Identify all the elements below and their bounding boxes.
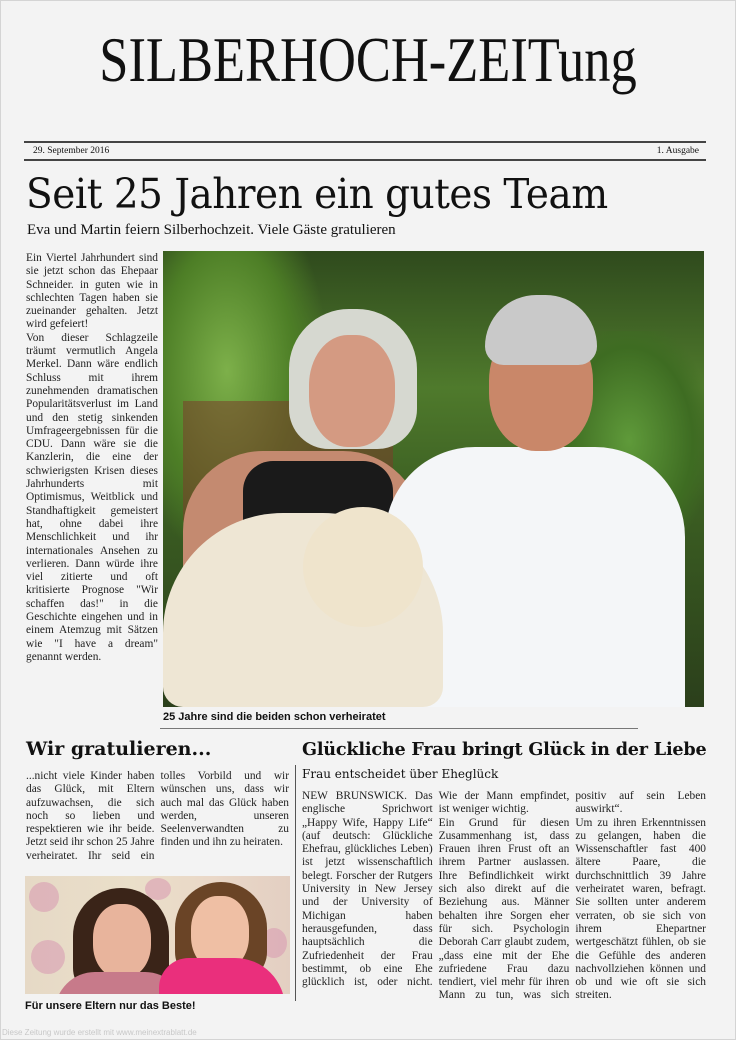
happy-wife-paragraph: Um zu ihren Erkenntnissen zu gelangen, haben die Wissenschaftler fast 400 ältere Paare, die durchschnittlich 39 Jahre verheiratet waren, befragt. Sie sollten unter anderem verraten, ob sie sich von ihrem Ehepartner wertgeschätzt fühlen, ob sie die Gefühle des anderen nachvollziehen können und ob und wie oft sie sich streiten. <box>575 816 706 1002</box>
happy-wife-paragraph: Ein Grund für diesen Zusammenhang ist, dass Frauen ihren Frust oft an ihrem Partner auslassen. Ihre Befindlichkeit wirkt sich also direkt auf die Beziehung aus. Männer behalten ihre Sorgen eher für sich. Psychologin Deborah Carr glaubt zudem, „dass eine mit der Ehe zufriedene Frau dazu tendiert, viel mehr für ihren Mann zu tun, was sich positiv auf sein Leben auswirkt“. <box>438 790 706 1002</box>
wallpaper-flower <box>29 882 59 912</box>
happy-wife-title: Glückliche Frau bringt Glück in der Liebe <box>302 739 707 760</box>
masthead-title: SILBERHOCH-ZEITung <box>99 24 637 95</box>
lead-article-body <box>26 252 158 664</box>
congrats-text: ...nicht viele Kinder haben das Glück, mit Eltern aufzuwachsen, die sich noch so lieben und respektieren wie ihr beide. Jetzt seid ihr schon 25 Jahre verheiratet. Ihr seid ein tolles Vorbild und wir wünschen uns, dass wir auch mal das Glück haben werden, unseren Seelenverwandten zu finden und ihn zu heiraten. <box>26 770 289 862</box>
lead-paragraph: Ein Viertel Jahrhundert sind sie jetzt schon das Ehepaar Schneider. in guten wie in schlechten Tagen haben sie zueinander gehalten. Jetzt wird gefeiert! <box>26 252 158 331</box>
congrats-title: Wir gratulieren... <box>26 738 212 760</box>
section-divider <box>160 728 638 729</box>
daughters-photo-caption: Für unsere Eltern nur das Beste! <box>25 1000 196 1012</box>
wallpaper-flower <box>31 940 65 974</box>
column-divider <box>295 765 296 1001</box>
couple-photo <box>163 251 704 707</box>
man-hair <box>485 295 597 365</box>
issue-date: 29. September 2016 <box>33 146 110 156</box>
footer-credit: Diese Zeitung wurde erstellt mit www.meinextrablatt.de <box>2 1028 197 1037</box>
woman-face <box>309 335 395 447</box>
lead-subheadline: Eva und Martin feiern Silberhochzeit. Viele Gäste gratulieren <box>27 222 396 238</box>
issue-number: 1. Ausgabe <box>656 146 699 156</box>
woman-right-pink-dress <box>159 958 285 994</box>
dateline-bar <box>24 141 706 161</box>
happy-wife-subtitle: Frau entscheidet über Eheglück <box>302 767 499 781</box>
dog-head <box>303 507 423 627</box>
couple-photo-caption: 25 Jahre sind die beiden schon verheiratet <box>163 711 386 723</box>
congrats-body <box>26 770 289 863</box>
woman-left-face <box>93 904 151 978</box>
lead-headline: Seit 25 Jahren ein gutes Team <box>26 170 608 218</box>
lead-paragraph: Von dieser Schlagzeile träumt vermutlich Angela Merkel. Dann wäre endlich Schluss mit ihrem zunehmenden dramatischen Popularitätsverlust im Land und den stetig sinkenden Umfrageergebnissen für die CDU. Dann wäre sie die Kanzlerin, die eine der schwierigsten Krisen dieses Jahrhunderts mit Optimismus, Weitblick und Standhaftigkeit gemeistert hat, ohne dabei ihre Menschlichkeit und ihr internationales Ansehen zu verlieren. Dann würde ihre viel zitierte und oft kritisierte Prognose "Wir schaffen das!" in die Geschichte eingehen und in einem Atemzug mit Sätzen wie "I have a dream" genannt werden. <box>26 331 158 663</box>
happy-wife-body <box>302 790 706 1003</box>
happy-wife-paragraph: NEW BRUNSWICK. Das englische Sprichwort „Happy Wife, Happy Life“ (auf deutsch: Glückliche Ehefrau, glückliches Leben) ist jetzt wissenschaftlich belegt. Forscher der Rutgers University in New Jersey und der University of Michigan haben herausgefunden, dass hauptsächlich die Zufriedenheit der Frau bestimmt, ob eine Ehe glücklich ist, oder nicht. Wie der Mann empfindet, ist weniger wichtig. <box>302 790 570 989</box>
daughters-photo <box>25 876 290 994</box>
